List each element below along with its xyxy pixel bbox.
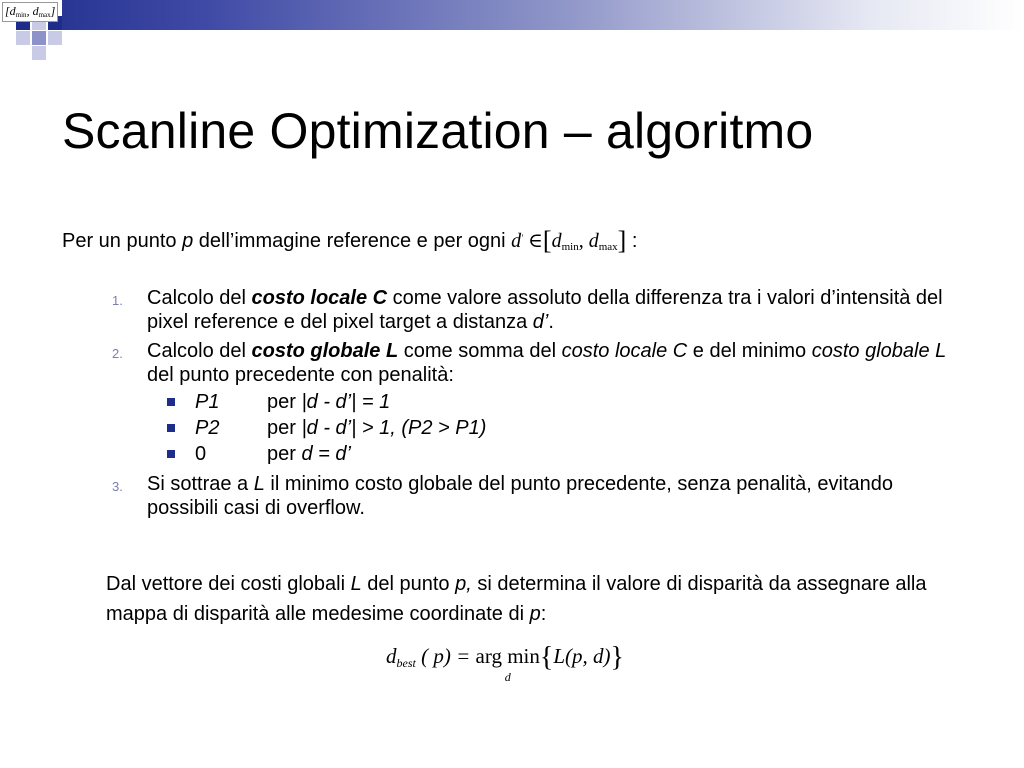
header-square-light-4 [32,46,46,60]
step3-text-2: il minimo costo globale del punto precedente, senza penalità, evitando possibili casi di overflow. [147,473,894,519]
formula-args: (p, d) [565,644,611,668]
penalty-per-zero: per [267,443,302,465]
formula-d: d [386,644,397,668]
formula-left-brace: { [539,642,554,673]
conclusion-italic-p2: p [529,603,541,625]
conclusion-text-2: del punto [361,573,456,595]
math-dmax-d: d [588,230,599,252]
logo-max: max [38,11,51,19]
step-item-1 [100,286,960,334]
formula-L: L [553,644,566,668]
step3-text-1: Si sottrae a [147,473,254,495]
math-d: d [511,230,522,252]
step-number-2: 2. [112,346,123,361]
formula-lhs-arg: ( p) = [415,644,476,668]
step3-italic: L [253,473,265,495]
logo-sep: , [26,4,33,18]
intro-p: p [182,230,194,252]
dbest-formula [386,642,624,684]
math-prime: ' [521,233,524,243]
intro-text-1: Per un punto [62,230,183,252]
math-min: min [561,241,579,253]
formula-argmin-under: d [504,670,511,684]
penalty-cond-p2: |d - d’| > 1, (P2 > P1) [301,417,487,439]
header-square-mid [32,31,46,45]
logo-open-bracket: [ [5,4,10,18]
math-in: ∈ [523,230,543,252]
step-item-3 [100,472,960,520]
intro-text-2: dell’immagine reference e per ogni [193,230,512,252]
penalty-per-p2: per [267,417,302,439]
step2-text-1: Calcolo del [147,340,252,362]
intro-text-3: : [626,230,638,252]
math-close-bracket: ] [617,226,627,255]
step2-italic-2: costo globale L [811,340,947,362]
penalty-per-p1: per [267,391,302,413]
formula-argmin-text: arg min [475,644,540,668]
step1-bold: costo locale C [251,287,388,309]
conclusion-text-4: : [540,603,547,625]
math-open-bracket: [ [542,226,552,255]
step2-text-4: del punto precedente con penalità: [147,364,454,386]
slide-title: Scanline Optimization – algoritmo [62,103,814,159]
step-number-1: 1. [112,293,123,308]
formula-best: best [396,656,416,670]
step2-italic-1: costo locale C [561,340,688,362]
formula-right-brace: } [610,642,624,673]
square-bullet-icon [167,450,175,458]
logo-close-bracket: ] [50,4,56,18]
conclusion-italic-L: L [350,573,362,595]
conclusion-text-1: Dal vettore dei costi globali [106,573,351,595]
penalty-item-p2 [147,415,960,441]
square-bullet-icon [167,424,175,432]
penalty-cond-zero: d = d’ [301,443,351,465]
step1-italic: d’ [532,311,549,333]
logo-dmin-dmax [2,2,58,22]
square-bullet-icon [167,398,175,406]
penalty-name-zero: 0 [195,443,207,465]
conclusion-italic-p: p, [455,573,472,595]
step1-text-1: Calcolo del [147,287,252,309]
steps-list [100,286,960,525]
formula-argmin [475,644,540,684]
step-item-2 [100,339,960,467]
step1-text-3: . [548,311,554,333]
math-dmin-d: d [551,230,562,252]
header-square-light-3 [48,31,62,45]
penalty-cond-p1: |d - d’| = 1 [301,391,391,413]
logo-min: min [15,11,27,19]
step1-text-2: come valore assoluto della differenza tra i valori d’intensità del pixel reference e del pixel target a distanza [147,287,943,333]
penalty-list [147,389,960,467]
penalty-name-p2: P2 [195,417,220,439]
penalty-item-p1 [147,389,960,415]
penalty-item-zero [147,441,960,467]
header-square-light-2 [16,31,30,45]
intro-line [62,224,637,261]
header-gradient-strip [0,0,1024,30]
conclusion-paragraph [106,569,966,629]
step2-text-3: e del minimo [687,340,812,362]
penalty-name-p1: P1 [195,391,220,413]
step2-bold: costo globale L [251,340,399,362]
math-max: max [598,241,618,253]
conclusion-text-3: si determina il valore di disparità da assegnare alla mappa di disparità alle medesime coordinate di [106,573,927,625]
step-number-3: 3. [112,479,123,494]
intro-math [511,226,627,255]
logo-d2: d [32,4,39,18]
math-comma: , [578,230,589,252]
logo-d1: d [9,4,16,18]
step2-text-2: come somma del [398,340,562,362]
